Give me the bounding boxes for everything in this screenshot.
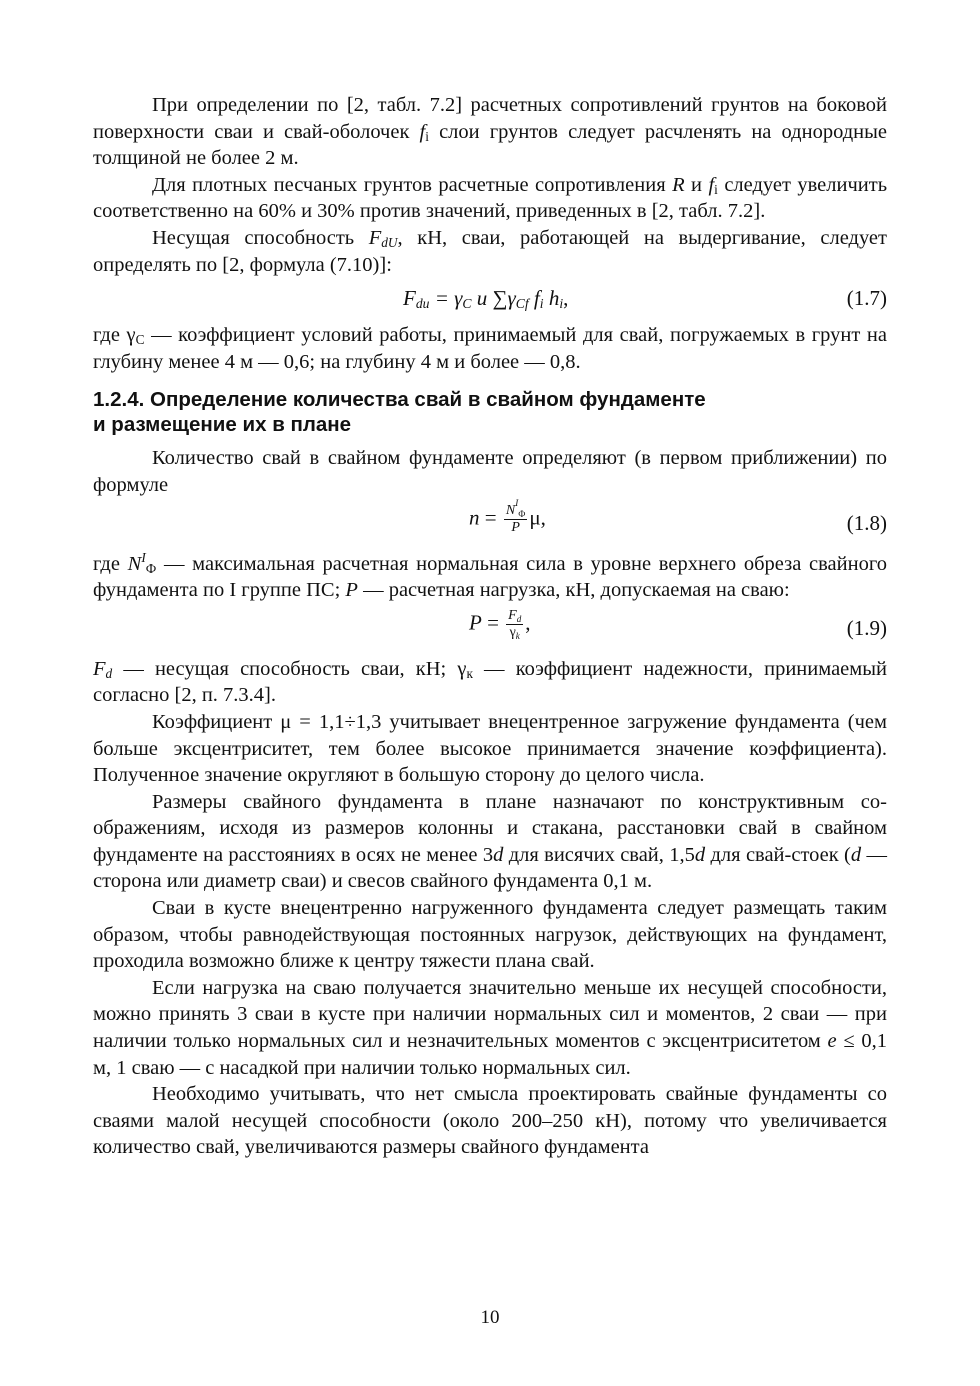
page-body [93,92,887,1161]
paragraph-10: Сваи в кусте внецентренно нагруженного фундамента следует размещать таким образом, чтобы равнодействующая постоянных нагрузок, действующих на фундамент, проходила возможно ближе к центру тяжести плана свай. [93,897,887,973]
section-heading: 1.2.4. Определение количества свай в свайном фундаменте и размещение их в плане [93,388,706,437]
paragraph-2: Для плотных песчаных грунтов расчетные сопротивления R и $f_i$ следует увеличить соответственно на 60% и 30% против значений, приведенных в [2, табл. 7.2]. [93,173,888,223]
formula-1-8-number: (1.8) [846,510,887,535]
paragraph-12: Необходимо учитывать, что нет смысла проектировать свайные фундаменты со сваями малой несущей способности (около 200–250 кН), потому что увеличивается количество свай, увеличиваются размеры свайного фундамента [93,1083,887,1159]
paragraph-1: При определении по [2, табл. 7.2] расчетных сопротивлений грунтов на боковой поверхности сваи и свай-оболочек $f_i$ слои грунтов следует расчленять на однородные толщиной не более 2 м. [93,94,888,170]
paragraph-11: Если нагрузка на сваю получается значительно меньше их несущей способности, можно принять 3 сваи в кусте при наличии нормальных сил и моментов, 2 сваи — при наличии только нормальных сил и незначительных моментов с эксцентриситетом e ≤ 0,1 м, 1 сваю — с насадкой при наличии только нормальных сил. [93,976,887,1079]
fraction-n-over-p: $N^I_Ф$ P [505,497,526,535]
paragraph-3: Несущая способность $F_{dU}$, кН, сваи, работающей на выдергивание, следует определять по [2, формула (7.10)]: [93,226,887,276]
paragraph-7: $F_d$ — несущая способность сваи, кН; $\gamma_к$ — коэффициент надежности, принимаемый согласно [2, п. 7.3.4]. [93,657,887,707]
paragraph-5: Количество свай в свайном фундаменте определяют (в первом приближении) по формуле [93,447,887,496]
paragraph-8: Коэффициент μ = 1,1÷1,3 учитывает внецентренное загружение фундамента (чем больше эксцентриситет, тем более высокое принимается значение коэффициента). Полученное значение округляют в большую сторону до целого числа. [93,710,887,787]
formula-1-7-expression: $F_{du} = \gamma_C$ u $\sum\gamma_{Cf}$ $f_i$ $h_i$, [403,286,569,312]
page-number: 10 [480,1307,500,1328]
formula-1-8 [93,499,887,551]
formula-1-7 [93,278,887,322]
formula-1-9-expression: P = $\frac{F_d}{\gamma_k}$ , [469,607,531,641]
formula-1-9 [93,604,887,656]
paragraph-9: Размеры свайного фундамента в плане назначают по конструктивным соображениям, исходя из размеров колонны и стакана, расстановки свай в свайном фундаменте на расстояниях в осях не менее 3d для висячих свай, 1,5d для свай-стоек (d — сторона или диаметр сваи) и свесов свайного фундамента 0,1 м. [93,790,887,893]
formula-1-7-number: (1.7) [846,286,887,311]
formula-1-9-number: (1.9) [846,615,887,640]
formula-1-8-expression: n = $N^I_Ф$ P μ, [469,497,546,535]
paragraph-4: где $\gamma_C$ — коэффициент условий работы, принимаемый для свай, погружаемых в грунт на глубину менее 4 м — 0,6; на глубину 4 м и более — 0,8. [93,324,887,373]
fraction-fd-over-gamma: $\frac{F_d}{\gamma_k}$ [508,607,522,641]
paragraph-6: где $N^I_Ф$ — максимальная расчетная нормальная сила в уровне верхнего обреза свайного фундамента по I группе ПС; P — расчетная нагрузка, кН, допускаемая на сваю: [93,549,887,602]
